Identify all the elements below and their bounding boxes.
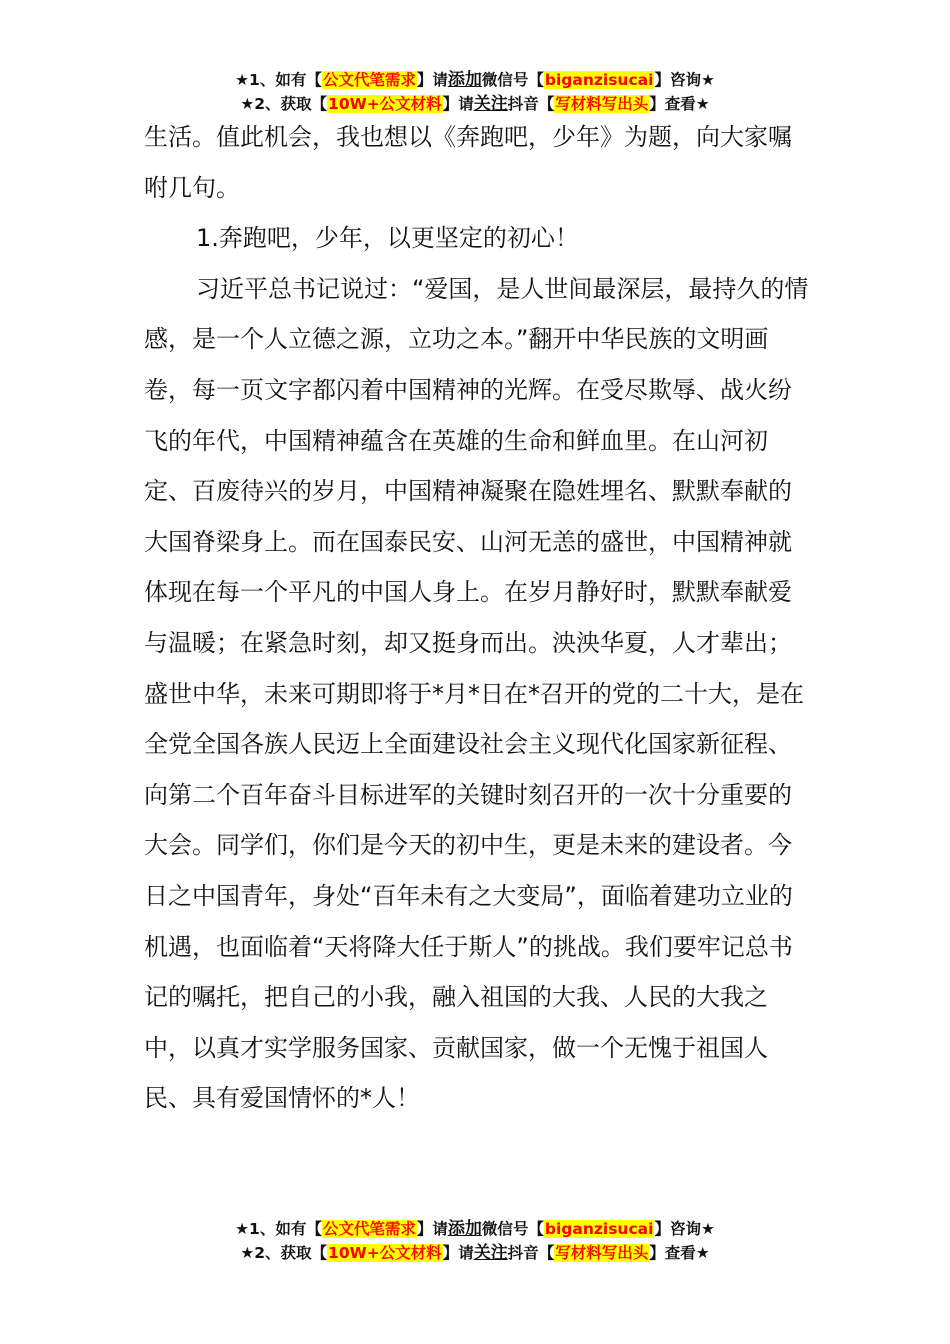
banner-text: 抖音【 — [507, 1244, 555, 1262]
banner-text: 微信号【 — [481, 1220, 544, 1238]
highlight-tag: 公文代笔需求 — [322, 71, 416, 89]
header-banner — [0, 68, 950, 116]
banner-text: 】请 — [416, 71, 448, 89]
banner-text: 】咨询★ — [654, 1220, 715, 1238]
banner-text: 抖音【 — [507, 95, 555, 113]
banner-text: ★1、如有【 — [235, 71, 322, 89]
banner-text: 】请 — [416, 1220, 448, 1238]
emphasis-text: 添加 — [447, 1219, 482, 1239]
banner-text: 】咨询★ — [654, 71, 715, 89]
document-body — [144, 112, 809, 1124]
highlight-tag: 10W+公文材料 — [328, 1244, 442, 1262]
banner-text: ★1、如有【 — [235, 1220, 322, 1238]
banner-text: ★2、获取【 — [240, 1244, 328, 1262]
banner-text: 】查看★ — [649, 1244, 710, 1262]
highlight-tag: biganzisucai — [544, 1220, 654, 1238]
section-heading: 1.奔跑吧，少年，以更坚定的初心！ — [196, 224, 579, 253]
banner-text: 】请 — [442, 1244, 474, 1262]
emphasis-text: 添加 — [447, 70, 482, 90]
emphasis-text: 关注 — [473, 1243, 508, 1263]
banner-text: 】查看★ — [649, 95, 710, 113]
banner-line-1 — [0, 68, 950, 92]
highlight-tag: 公文代笔需求 — [322, 1220, 416, 1238]
paragraph: 生活。值此机会，我也想以《奔跑吧，少年》为题，向大家嘱咐几句。 — [144, 123, 792, 202]
highlight-tag: 写材料写出头 — [555, 95, 649, 113]
highlight-tag: 写材料写出头 — [555, 1244, 649, 1262]
banner-text: 】请 — [442, 95, 474, 113]
banner-line-2 — [0, 1241, 950, 1265]
highlight-tag: 10W+公文材料 — [328, 95, 442, 113]
banner-line-1 — [0, 1217, 950, 1241]
paragraph: 习近平总书记说过：“爱国，是人世间最深层，最持久的情感，是一个人立德之源，立功之本。”翻开中华民族的文明画卷，每一页文字都闪着中国精神的光辉。在受尽欺辱、战火纷飞的年代，中国精神蕴含在英雄的生命和鲜血里。在山河初定、百废待兴的岁月，中国精神凝聚在隐姓埋名、默默奉献的大国脊梁身上。而在国泰民安、山河无恙的盛世，中国精神就体现在每一个平凡的中国人身上。在岁月静好时，默默奉献爱与温暖；在紧急时刻，却又挺身而出。泱泱华夏，人才辈出；盛世中华，未来可期即将于*月*日在*召开的党的二十大，是在全党全国各族人民迈上全面建设社会主义现代化国家新征程、向第二个百年奋斗目标进军的关键时刻召开的一次十分重要的大会。同学们，你们是今天的初中生，更是未来的建设者。今日之中国青年，身处“百年未有之大变局”，面临着建功立业的机遇，也面临着“天将降大任于斯人”的挑战。我们要牢记总书记的嘱托，把自己的小我，融入祖国的大我、人民的大我之中，以真才实学服务国家、贡献国家，做一个无愧于祖国人民、具有爱国情怀的*人！ — [144, 274, 809, 1113]
footer-banner — [0, 1217, 950, 1265]
banner-text: ★2、获取【 — [240, 95, 328, 113]
highlight-tag: biganzisucai — [544, 71, 654, 89]
emphasis-text: 关注 — [473, 94, 508, 114]
banner-text: 微信号【 — [481, 71, 544, 89]
